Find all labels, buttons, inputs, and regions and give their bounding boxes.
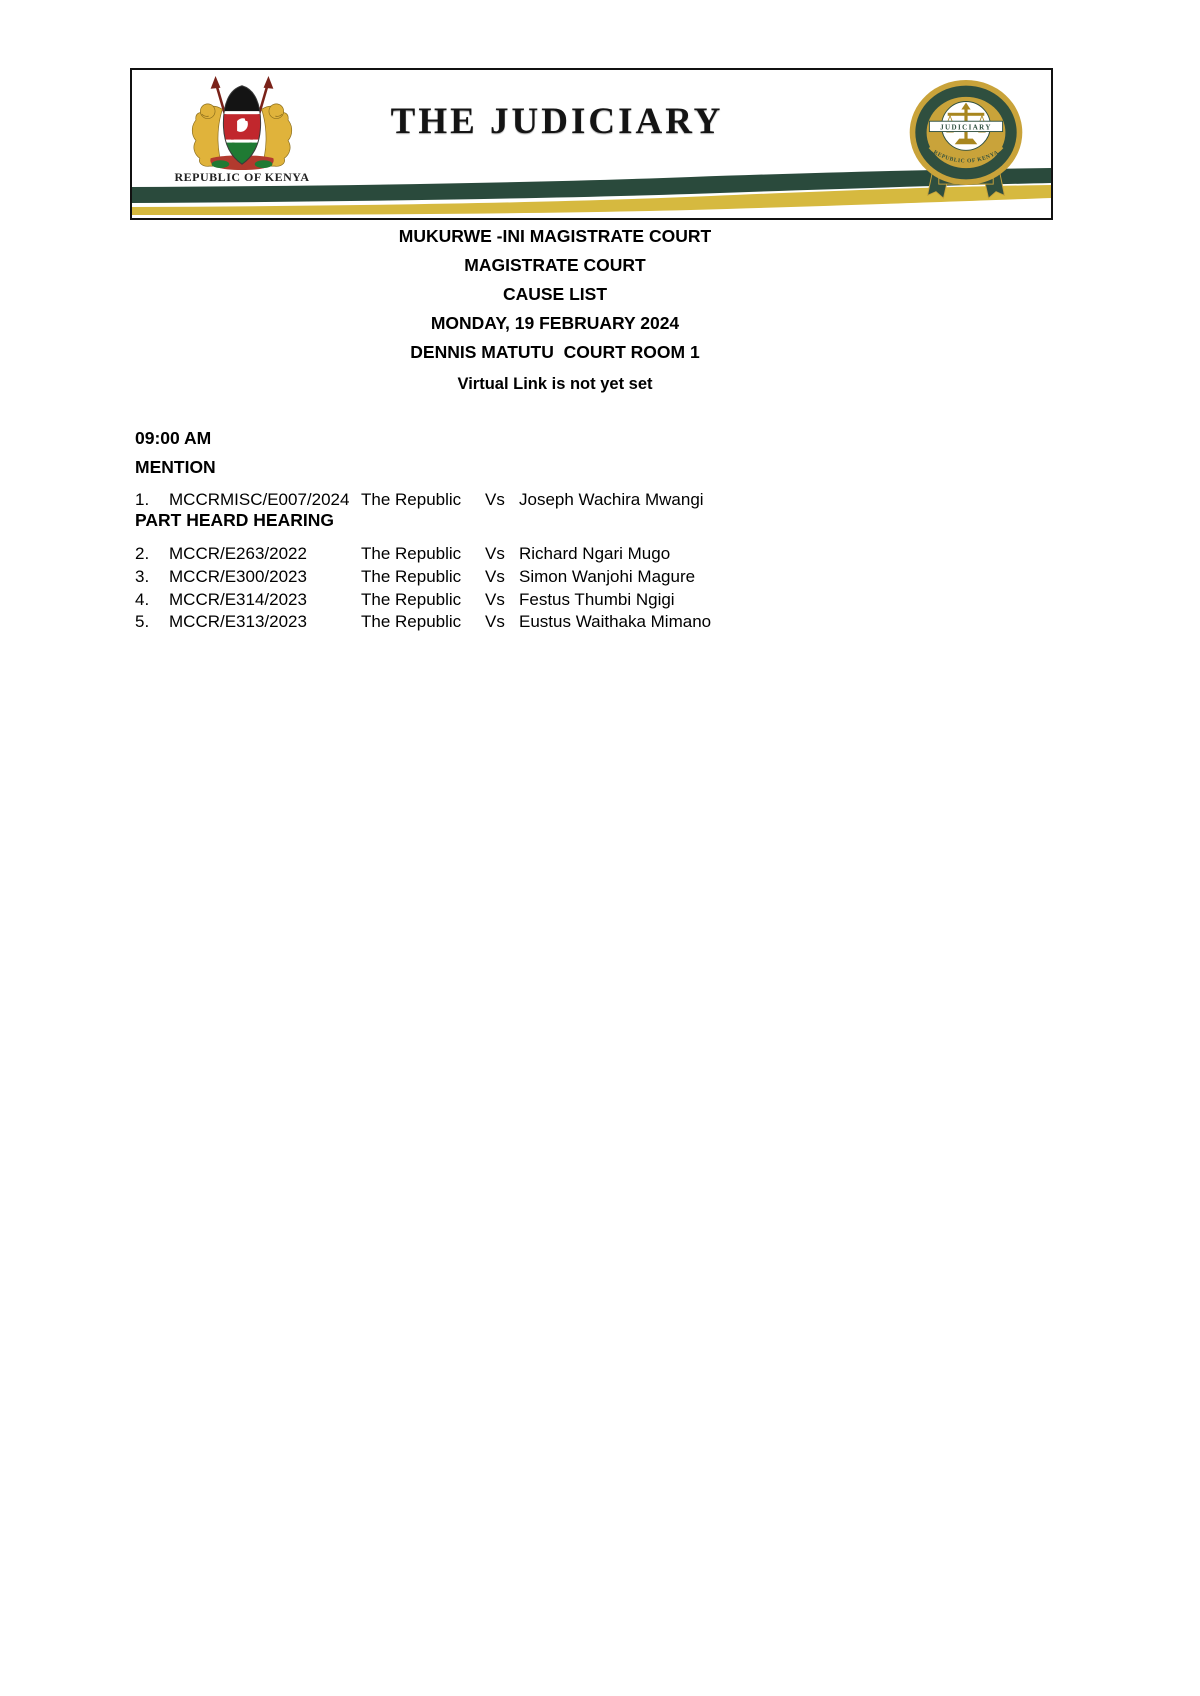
case-no: MCCR/E263/2022 bbox=[169, 544, 307, 563]
judiciary-seal-icon bbox=[905, 73, 1027, 207]
virtual-link-status: Virtual Link is not yet set bbox=[457, 375, 653, 393]
case-no: MCCR/E300/2023 bbox=[169, 566, 307, 586]
list-type: CAUSE LIST bbox=[502, 284, 608, 304]
case-vs: Vs bbox=[485, 566, 505, 586]
case-party2: Simon Wanjohi Magure bbox=[519, 566, 696, 586]
seal-band-text: JUDICIARY bbox=[940, 123, 992, 132]
case-vs: Vs bbox=[485, 490, 505, 509]
section-heading-mention: MENTION bbox=[135, 457, 216, 477]
header-banner bbox=[130, 68, 1053, 220]
case-party1: The Republic bbox=[361, 589, 462, 609]
brand-title: THE JUDICIARY bbox=[390, 101, 724, 142]
title-block bbox=[0, 222, 1110, 399]
case-party2: Joseph Wachira Mwangi bbox=[519, 490, 704, 509]
case-party1: The Republic bbox=[361, 544, 462, 563]
session-time: 09:00 AM bbox=[135, 428, 212, 448]
case-vs: Vs bbox=[485, 589, 505, 609]
case-party2: Eustus Waithaka Mimano bbox=[519, 612, 712, 632]
case-number-index: 1. bbox=[135, 490, 150, 509]
court-name: MUKURWE -INI MAGISTRATE COURT bbox=[398, 226, 712, 246]
case-party2: Festus Thumbi Ngigi bbox=[519, 589, 675, 609]
case-no: MCCRMISC/E007/2024 bbox=[169, 490, 350, 509]
case-vs: Vs bbox=[485, 544, 505, 563]
coat-of-arms-caption: REPUBLIC OF KENYA bbox=[174, 170, 310, 184]
section-heading-part-heard: PART HEARD HEARING bbox=[135, 510, 334, 530]
case-party1: The Republic bbox=[361, 612, 462, 632]
case-party2: Richard Ngari Mugo bbox=[519, 544, 671, 563]
case-row bbox=[135, 543, 1075, 566]
cause-list-date: MONDAY, 19 FEBRUARY 2024 bbox=[430, 313, 680, 333]
case-no: MCCR/E314/2023 bbox=[169, 589, 307, 609]
case-number-index: 5. bbox=[135, 612, 150, 632]
case-number-index: 4. bbox=[135, 589, 150, 609]
cause-list-body bbox=[135, 428, 1075, 634]
court-type: MAGISTRATE COURT bbox=[464, 255, 646, 275]
case-row bbox=[135, 589, 1075, 612]
case-no: MCCR/E313/2023 bbox=[169, 612, 307, 632]
case-row bbox=[135, 566, 1075, 589]
case-vs: Vs bbox=[485, 612, 505, 632]
case-number-index: 2. bbox=[135, 544, 150, 563]
case-party1: The Republic bbox=[361, 566, 462, 586]
case-party1: The Republic bbox=[361, 490, 462, 509]
case-row bbox=[135, 611, 1075, 634]
case-row bbox=[135, 489, 1075, 510]
case-number-index: 3. bbox=[135, 566, 150, 586]
seal-bottom-text: REPUBLIC OF KENYA bbox=[932, 149, 1000, 165]
courtroom: DENNIS MATUTU COURT ROOM 1 bbox=[410, 342, 700, 362]
